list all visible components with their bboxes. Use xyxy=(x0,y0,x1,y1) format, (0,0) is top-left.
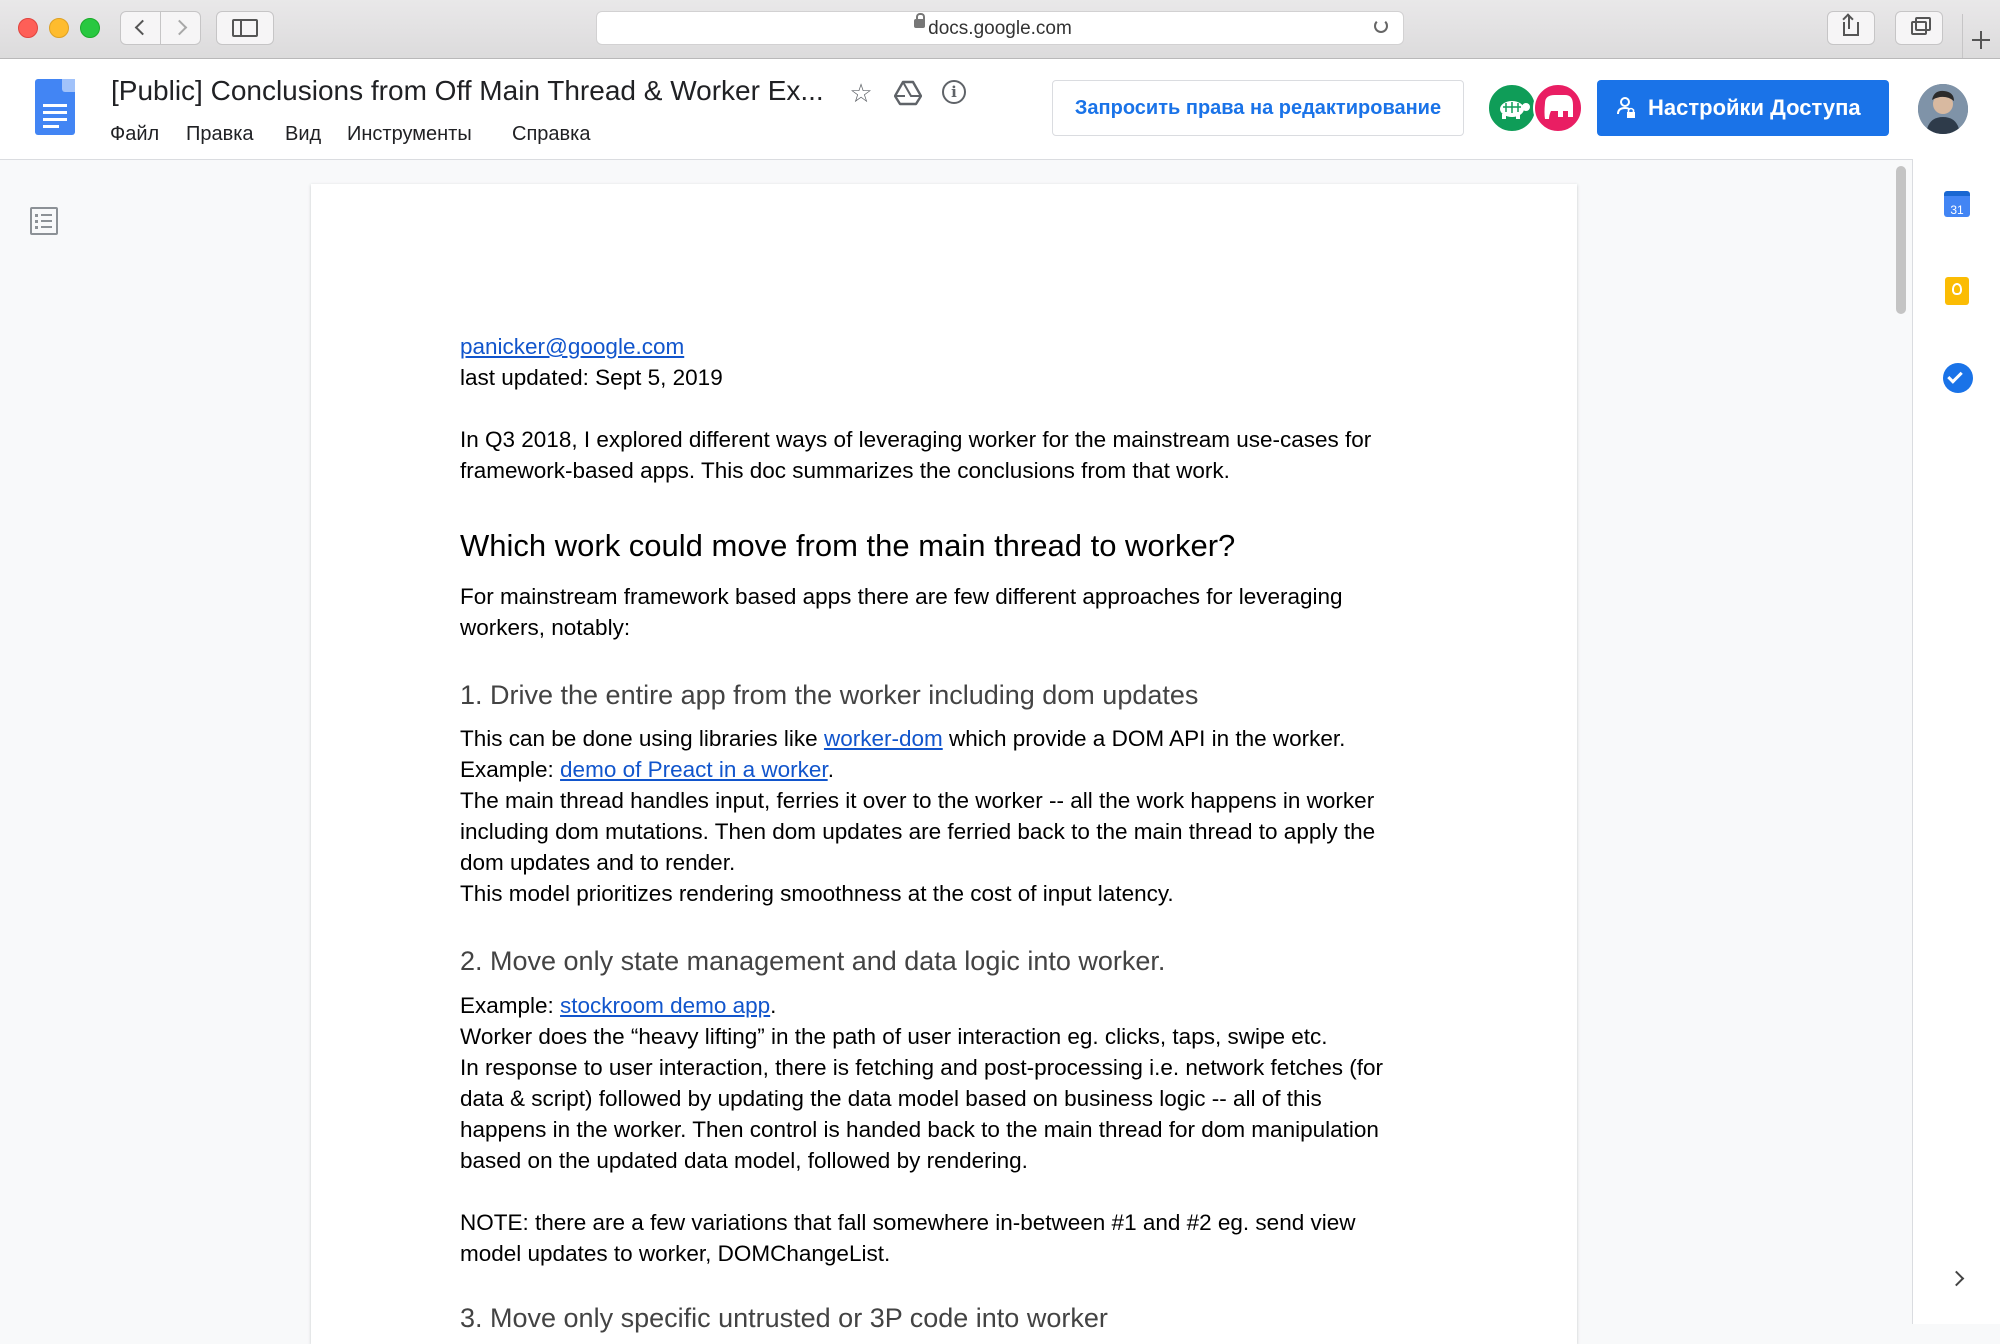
section-1-line: Example: demo of Preact in a worker. xyxy=(460,757,834,782)
heading-section-3: 3. Move only specific untrusted or 3P code into worker xyxy=(460,1303,1108,1333)
menu-tools[interactable]: Инструменты xyxy=(347,123,472,145)
outline-line xyxy=(41,214,52,216)
section-2-line: happens in the worker. Then control is handed back to the main thread for dom manipulation xyxy=(460,1117,1379,1142)
docs-logo-line xyxy=(43,111,67,114)
approaches-paragraph-line: For mainstream framework based apps there are few different approaches for leveraging xyxy=(460,584,1343,609)
document-details-icon[interactable]: i xyxy=(942,80,966,104)
docs-logo-line xyxy=(43,104,67,107)
preact-worker-demo-link[interactable]: demo of Preact in a worker xyxy=(560,757,828,782)
section-1-line: including dom mutations. Then dom updates are ferried back to the main thread to apply the xyxy=(460,819,1376,844)
last-updated-text: last updated: Sept 5, 2019 xyxy=(460,365,723,390)
outline-bullet xyxy=(35,214,38,217)
docs-logo-fold xyxy=(62,79,75,92)
nav-divider xyxy=(160,11,161,45)
stockroom-demo-link[interactable]: stockroom demo app xyxy=(560,993,771,1018)
outline-bullet xyxy=(35,220,38,223)
request-edit-access-button[interactable]: Запросить права на редактирование xyxy=(1052,80,1464,136)
side-panel xyxy=(1912,159,2000,1324)
sidebar-icon xyxy=(232,19,258,37)
menu-edit[interactable]: Правка xyxy=(186,123,254,145)
move-to-drive-icon[interactable] xyxy=(894,80,922,106)
menu-help[interactable]: Справка xyxy=(512,123,591,145)
section-1-line: This can be done using libraries like worker-dom which provide a DOM API in the worker. xyxy=(460,726,1346,751)
heading-section-2: 2. Move only state management and data logic into worker. xyxy=(460,946,1166,976)
heading-section-1: 1. Drive the entire app from the worker including dom updates xyxy=(460,680,1199,710)
plus-icon-vertical xyxy=(1980,31,1982,49)
star-icon[interactable]: ☆ xyxy=(849,78,873,108)
section-1-line: dom updates and to render. xyxy=(460,850,736,875)
approaches-paragraph-line: workers, notably: xyxy=(460,615,631,640)
note-line: NOTE: there are a few variations that fall somewhere in-between #1 and #2 eg. send view xyxy=(460,1210,1356,1235)
fullscreen-window-button[interactable] xyxy=(80,18,100,38)
worker-dom-link[interactable]: worker-dom xyxy=(823,726,943,751)
intro-paragraph-line: In Q3 2018, I explored different ways of leveraging worker for the mainstream use-cases for xyxy=(460,427,1372,452)
intro-paragraph-line: framework-based apps. This doc summarizes the conclusions from that work. xyxy=(460,458,1230,483)
menu-view[interactable]: Вид xyxy=(285,123,322,145)
outline-line xyxy=(41,226,52,228)
url-text: docs.google.com xyxy=(928,18,1072,39)
share-settings-button[interactable]: Настройки Доступа xyxy=(1597,80,1889,136)
close-window-button[interactable] xyxy=(18,18,38,38)
note-line: model updates to worker, DOMChangeList. xyxy=(460,1241,891,1266)
user-avatar[interactable] xyxy=(1918,84,1968,134)
heading-which-work: Which work could move from the main thread to worker? xyxy=(460,528,1236,563)
keep-bulb-glyph xyxy=(1952,283,1962,295)
docs-logo-line xyxy=(43,125,59,128)
docs-logo-line xyxy=(43,118,67,121)
scrollbar[interactable] xyxy=(1892,159,1912,1324)
section-1-line: This model prioritizes rendering smoothness at the cost of input latency. xyxy=(460,881,1174,906)
section-2-line: In response to user interaction, there is fetching and post-processing i.e. network fetches (for xyxy=(460,1055,1383,1080)
outline-bullet xyxy=(35,226,38,229)
section-1-line: The main thread handles input, ferries it over to the worker -- all the work happens in worker xyxy=(460,788,1375,813)
section-2-line: data & script) followed by updating the data model based on business logic -- all of this xyxy=(460,1086,1322,1111)
document-title[interactable]: [Public] Conclusions from Off Main Thread & Worker Ex... xyxy=(111,75,824,106)
minimize-window-button[interactable] xyxy=(49,18,69,38)
address-bar[interactable] xyxy=(596,11,1404,45)
outline-line xyxy=(41,220,52,222)
section-2-line: Example: stockroom demo app. xyxy=(460,993,777,1018)
anonymous-turtle-avatar[interactable] xyxy=(1487,83,1537,133)
people-lock-icon xyxy=(1616,97,1636,119)
tabs-icon-back xyxy=(1915,17,1931,31)
section-2-line: based on the updated data model, followed by rendering. xyxy=(460,1148,1028,1173)
anonymous-elephant-avatar[interactable] xyxy=(1533,83,1583,133)
reload-icon[interactable] xyxy=(1374,19,1388,33)
share-icon xyxy=(1843,22,1859,36)
section-2-line: Worker does the “heavy lifting” in the path of user interaction eg. clicks, taps, swipe etc. xyxy=(460,1024,1328,1049)
author-email-link[interactable]: panicker@google.com xyxy=(460,334,685,359)
menu-file[interactable]: Файл xyxy=(110,123,160,145)
calendar-icon[interactable]: 31 xyxy=(1944,191,1970,217)
lock-icon xyxy=(914,19,925,28)
scrollbar-thumb[interactable] xyxy=(1896,166,1906,314)
